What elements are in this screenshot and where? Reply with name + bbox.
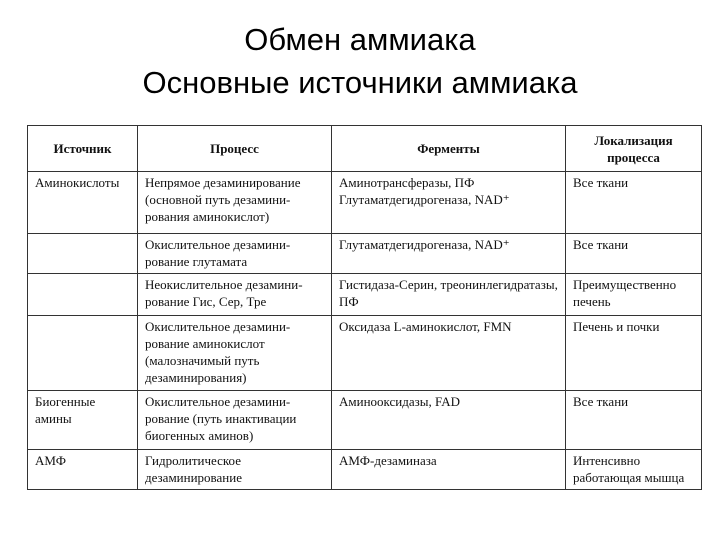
cell-source: Аминокислоты [28, 172, 138, 234]
cell-localization: Интенсивно работающая мышца [566, 450, 702, 490]
cell-localization: Печень и почки [566, 316, 702, 391]
cell-enzymes: Аминооксидазы, FAD [332, 391, 566, 450]
header-process: Процесс [138, 126, 332, 172]
cell-source [28, 316, 138, 391]
table-row [28, 316, 702, 391]
cell-source [28, 274, 138, 316]
cell-enzymes: Оксидаза L-аминокислот, FMN [332, 316, 566, 391]
cell-localization: Все ткани [566, 172, 702, 234]
cell-localization: Преимущественно печень [566, 274, 702, 316]
table-row [28, 172, 702, 234]
cell-source: АМФ [28, 450, 138, 490]
header-enzymes: Ферменты [332, 126, 566, 172]
header-localization-line-1: Локализация [594, 132, 673, 148]
cell-enzymes: Глутаматдегидрогеназа, NAD⁺ [332, 234, 566, 274]
cell-process: Окислительное дезамини-рование аминокислот (малозначимый путь дезаминирования) [138, 316, 332, 391]
ammonia-sources-table [27, 125, 702, 490]
table-row [28, 391, 702, 450]
cell-process: Окислительное дезамини-рование глутамата [138, 234, 332, 274]
cell-localization: Все ткани [566, 391, 702, 450]
cell-process: Окислительное дезамини-рование (путь инактивации биогенных аминов) [138, 391, 332, 450]
cell-enzymes: Аминотрансферазы, ПФ Глутаматдегидрогеназа, NAD⁺ [332, 172, 566, 234]
table-row [28, 234, 702, 274]
cell-process: Непрямое дезаминирование (основной путь дезамини-рования аминокислот) [138, 172, 332, 234]
table-row [28, 274, 702, 316]
cell-source: Биогенные амины [28, 391, 138, 450]
cell-process: Гидролитическое дезаминирование [138, 450, 332, 490]
header-source: Источник [28, 126, 138, 172]
title-line-2: Основные источники аммиака [142, 65, 578, 100]
cell-localization: Все ткани [566, 234, 702, 274]
table-row [28, 450, 702, 490]
cell-process: Неокислительное дезамини-рование Гис, Сер, Тре [138, 274, 332, 316]
cell-enzymes: Гистидаза-Серин, треонинлегидратазы, ПФ [332, 274, 566, 316]
header-row [28, 126, 702, 172]
cell-source [28, 234, 138, 274]
header-localization [566, 126, 702, 172]
cell-enzymes: АМФ-дезаминаза [332, 450, 566, 490]
header-localization-line-2: процесса [607, 149, 660, 165]
title-line-1: Обмен аммиака [244, 22, 476, 57]
slide-title [0, 18, 720, 104]
